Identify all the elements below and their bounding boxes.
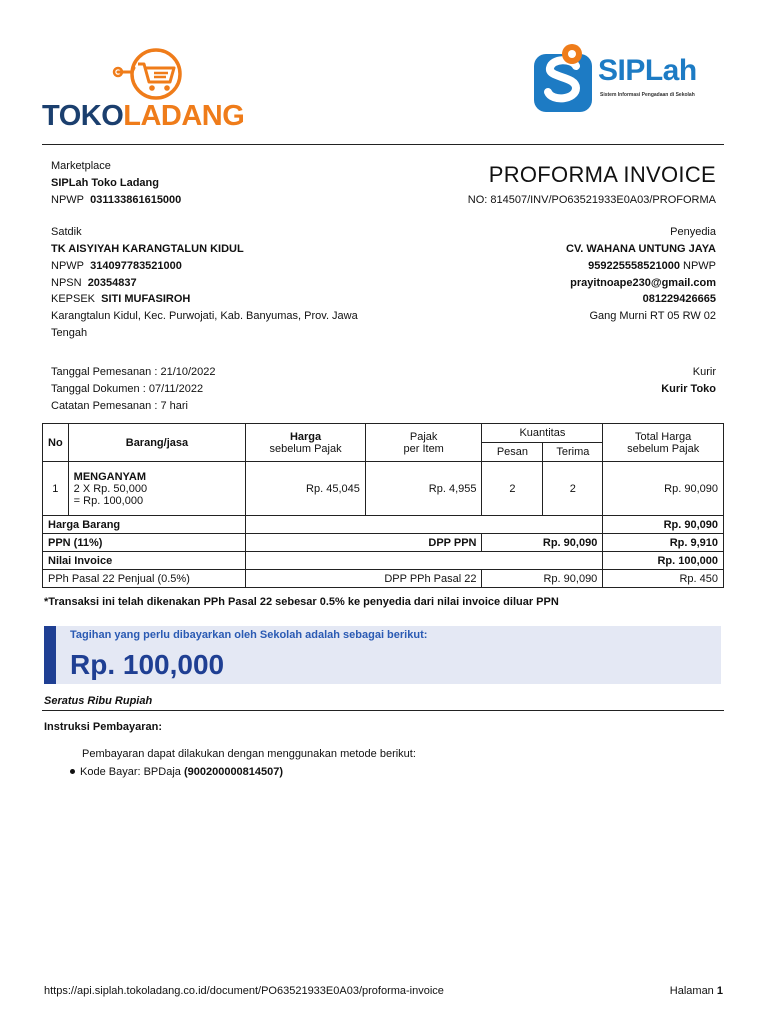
dpp-pph-value: Rp. 90,090 xyxy=(482,570,603,588)
header-qty-received: Terima xyxy=(543,443,603,462)
row-qty-order: 2 xyxy=(482,462,543,516)
invoice-label: Nilai Invoice xyxy=(43,552,246,570)
pph-value: Rp. 450 xyxy=(603,570,724,588)
page-number: Halaman 1 xyxy=(669,985,723,997)
payment-method-item: Kode Bayar: BPDaja (900200000814507) xyxy=(70,764,283,781)
marketplace-label: Marketplace xyxy=(51,160,111,172)
order-date: Tanggal Pemesanan : 21/10/2022 xyxy=(51,366,216,378)
header-qty-order: Pesan xyxy=(482,443,543,462)
ppn-label: PPN (11%) xyxy=(43,534,246,552)
siplah-tagline: Sistem Informasi Pengadaan di Sekolah xyxy=(600,92,695,98)
header-price: Harga sebelum Pajak xyxy=(246,424,366,462)
items-table xyxy=(42,423,724,588)
dpp-ppn-value: Rp. 90,090 xyxy=(482,534,603,552)
goods-value: Rp. 90,090 xyxy=(603,516,724,534)
payment-summary-box xyxy=(44,626,721,684)
courier-label: Kurir xyxy=(692,366,716,378)
buyer-address-line-2: Tengah xyxy=(51,327,88,339)
header-no: No xyxy=(43,424,69,462)
pph-label: PPh Pasal 22 Penjual (0.5%) xyxy=(43,570,246,588)
table-row xyxy=(43,462,724,516)
supplier-email: prayitnoape230@gmail.com xyxy=(570,277,716,289)
header-quantity: Kuantitas xyxy=(482,424,603,443)
amount-in-words: Seratus Ribu Rupiah xyxy=(44,695,153,707)
buyer-name: TK AISYIYAH KARANGTALUN KIDUL xyxy=(51,243,244,255)
supplier-name: CV. WAHANA UNTUNG JAYA xyxy=(566,243,716,255)
instructions-intro: Pembayaran dapat dilakukan dengan menggunakan metode berikut: xyxy=(82,748,416,760)
siplah-s-logo-icon xyxy=(532,44,596,114)
tax-notice: *Transaksi ini telah dikenakan PPh Pasal 22 sebesar 0.5% ke penyedia dari nilai invoice diluar PPN xyxy=(44,596,559,608)
buyer-kepsek: KEPSEK SITI MUFASIROH xyxy=(51,293,191,305)
siplah-logo xyxy=(528,40,728,120)
tokoladang-logo xyxy=(42,48,245,138)
buyer-npwp: NPWP 314097783521000 xyxy=(51,260,182,272)
header-tax: Pajak per Item xyxy=(365,424,482,462)
supplier-npwp: 959225558521000 NPWP xyxy=(588,260,716,272)
siplah-wordmark: SIPLah xyxy=(598,54,697,87)
table-header-row xyxy=(43,424,724,443)
summary-invoice-row xyxy=(43,552,724,570)
document-date: Tanggal Dokumen : 07/11/2022 xyxy=(51,383,204,395)
summary-goods-row xyxy=(43,516,724,534)
document-url: https://api.siplah.tokoladang.co.id/document/PO63521933E0A03/proforma-invoice xyxy=(44,985,444,997)
bullet-icon xyxy=(70,769,75,774)
row-qty-received: 2 xyxy=(543,462,603,516)
marketplace-name: SIPLah Toko Ladang xyxy=(51,177,159,189)
dpp-ppn-label: DPP PPN xyxy=(246,534,482,552)
courier-name: Kurir Toko xyxy=(661,383,716,395)
dpp-pph-label: DPP PPh Pasal 22 xyxy=(246,570,482,588)
header-divider xyxy=(42,144,724,145)
row-tax: Rp. 4,955 xyxy=(365,462,482,516)
shopping-cart-logo-icon xyxy=(104,48,212,100)
goods-label: Harga Barang xyxy=(43,516,246,534)
invoice-number: NO: 814507/INV/PO63521933E0A03/PROFORMA xyxy=(467,194,716,206)
header-item: Barang/jasa xyxy=(68,424,246,462)
summary-ppn-row xyxy=(43,534,724,552)
buyer-address-line-1: Karangtalun Kidul, Kec. Purwojati, Kab. Banyumas, Prov. Jawa xyxy=(51,310,358,322)
payment-amount: Rp. 100,000 xyxy=(70,649,225,680)
payment-label: Tagihan yang perlu dibayarkan oleh Sekolah adalah sebagai berikut: xyxy=(70,629,428,641)
marketplace-npwp: NPWP 031133861615000 xyxy=(51,194,182,206)
buyer-label: Satdik xyxy=(51,226,82,238)
order-note: Catatan Pemesanan : 7 hari xyxy=(51,400,188,412)
page-title: PROFORMA INVOICE xyxy=(488,162,716,187)
supplier-label: Penyedia xyxy=(670,226,716,238)
buyer-npsn: NPSN 20354837 xyxy=(51,277,137,289)
row-total: Rp. 90,090 xyxy=(603,462,724,516)
ppn-value: Rp. 9,910 xyxy=(603,534,724,552)
summary-pph-row xyxy=(43,570,724,588)
supplier-phone: 081229426665 xyxy=(642,293,716,305)
tokoladang-wordmark: TOKOLADANG xyxy=(42,100,245,132)
header-total: Total Harga sebelum Pajak xyxy=(603,424,724,462)
words-divider xyxy=(42,710,724,711)
row-no: 1 xyxy=(43,462,69,516)
row-item: MENGANYAM 2 X Rp. 50,000 = Rp. 100,000 xyxy=(68,462,246,516)
payment-accent-bar xyxy=(44,626,56,684)
supplier-address: Gang Murni RT 05 RW 02 xyxy=(589,310,716,322)
invoice-value: Rp. 100,000 xyxy=(603,552,724,570)
instructions-title: Instruksi Pembayaran: xyxy=(44,721,162,733)
row-price: Rp. 45,045 xyxy=(246,462,366,516)
